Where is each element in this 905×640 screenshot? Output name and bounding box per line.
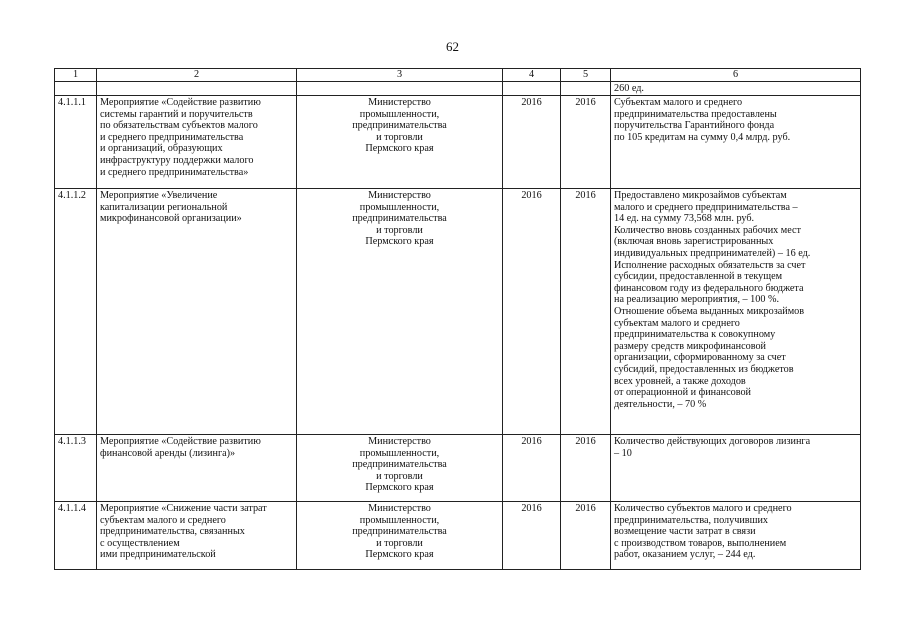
table-row (55, 435, 861, 502)
measure-description: Мероприятие «Содействие развитию финансовой аренды (лизинга)» (97, 435, 297, 502)
measure-number: 4.1.1.3 (55, 435, 97, 502)
measure-number: 4.1.1.1 (55, 96, 97, 189)
start-year: 2016 (503, 96, 561, 189)
header-col-6: 6 (611, 69, 861, 82)
header-row (55, 69, 861, 82)
end-year: 2016 (561, 96, 611, 189)
start-year: 2016 (503, 435, 561, 502)
executor: Министерство промышленности, предпринимательства и торговли Пермского края (297, 189, 503, 435)
measure-number: 4.1.1.2 (55, 189, 97, 435)
expected-result: Количество действующих договоров лизинга – 10 (611, 435, 861, 502)
header-col-3: 3 (297, 69, 503, 82)
end-year: 2016 (561, 189, 611, 435)
header-col-5: 5 (561, 69, 611, 82)
page-number: 62 (446, 39, 459, 54)
end-year: 2016 (561, 435, 611, 502)
expected-result: Субъектам малого и среднего предпринимательства предоставлены поручительства Гарантийного фонда по 105 кредитам на сумму 0,4 млрд. руб. (611, 96, 861, 189)
program-measures-table (54, 68, 861, 570)
cell-empty (297, 82, 503, 96)
table-row (55, 96, 861, 189)
result-cell: 260 ед. (611, 82, 861, 96)
measure-description: Мероприятие «Снижение части затрат субъектам малого и среднего предпринимательства, связанных с осуществлением ими предпринимательской (97, 502, 297, 570)
executor: Министерство промышленности, предпринимательства и торговли Пермского края (297, 502, 503, 570)
continuation-row (55, 82, 861, 96)
executor: Министерство промышленности, предпринимательства и торговли Пермского края (297, 96, 503, 189)
header-col-1: 1 (55, 69, 97, 82)
cell-empty (55, 82, 97, 96)
expected-result: Количество субъектов малого и среднего предпринимательства, получивших возмещение части затрат в связи с производством товаров, выполнением работ, оказанием услуг, – 244 ед. (611, 502, 861, 570)
header-col-4: 4 (503, 69, 561, 82)
cell-empty (561, 82, 611, 96)
table-row (55, 502, 861, 570)
start-year: 2016 (503, 502, 561, 570)
expected-result: Предоставлено микрозаймов субъектам малого и среднего предпринимательства – 14 ед. на сумму 73,568 млн. руб. Количество вновь созданных рабочих мест (включая вновь зарегистрированных индивидуальных предпринимателей) – 16 ед. Исполнение расходных обязательств за счет субсидии, предоставленной в текущем финансовом году из федерального бюджета на реализацию мероприятия, – 100 %. Отношение объема выданных микрозаймов субъектам малого и среднего предпринимательства к совокупному размеру средств микрофинансовой организации, сформированному за счет субсидий, предоставленных из бюджетов всех уровней, а также доходов от операционной и финансовой деятельности, – 70 % (611, 189, 861, 435)
end-year: 2016 (561, 502, 611, 570)
cell-empty (503, 82, 561, 96)
measure-description: Мероприятие «Содействие развитию системы гарантий и поручительств по обязательствам субъектов малого и среднего предпринимательства и организаций, образующих инфраструктуру поддержки малого и среднего предпринимательства» (97, 96, 297, 189)
start-year: 2016 (503, 189, 561, 435)
executor: Министерство промышленности, предпринимательства и торговли Пермского края (297, 435, 503, 502)
table-row (55, 189, 861, 435)
header-col-2: 2 (97, 69, 297, 82)
measure-description: Мероприятие «Увеличение капитализации региональной микрофинансовой организации» (97, 189, 297, 435)
cell-empty (97, 82, 297, 96)
measure-number: 4.1.1.4 (55, 502, 97, 570)
